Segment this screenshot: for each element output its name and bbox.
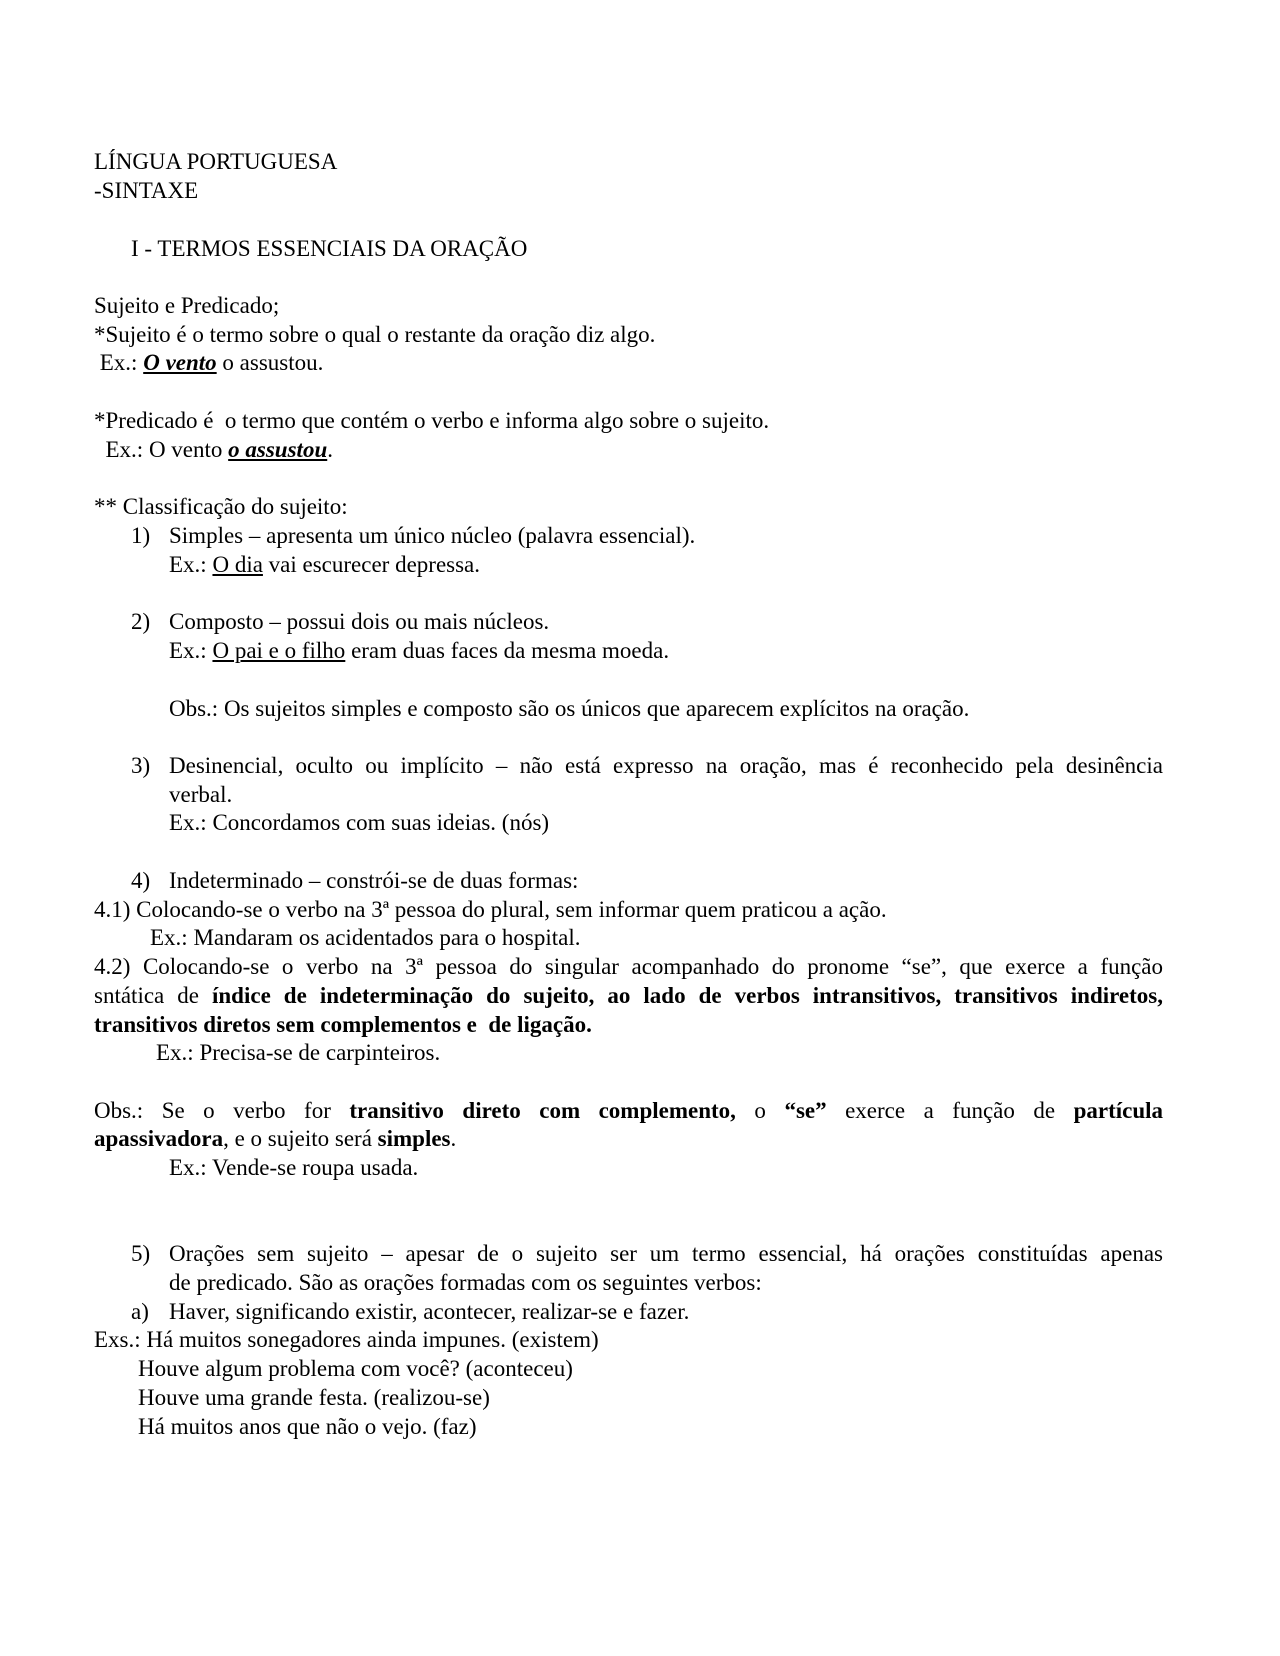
list-text: Simples – apresenta um único núcleo (palavra essencial). <box>169 523 696 548</box>
example-line: Há muitos anos que não o vejo. (faz) <box>138 1414 477 1439</box>
list-item-sem-sujeito <box>131 1240 1163 1268</box>
simples-example <box>169 551 480 579</box>
example-rest: . <box>327 437 333 462</box>
composto-obs: Obs.: Os sujeitos simples e composto são os únicos que aparecem explícitos na oração. <box>169 696 970 721</box>
example-line: Exs.: Há muitos sonegadores ainda impunes. (existem) <box>94 1327 599 1352</box>
example-prefix: Ex.: <box>169 552 213 577</box>
list-item-composto <box>131 608 549 636</box>
obs-text: exerce a função de <box>826 1098 1074 1123</box>
obs-text: , e o sujeito será <box>223 1126 378 1151</box>
sub-item-a <box>131 1298 689 1326</box>
desinencial-example: Ex.: Concordamos com suas ideias. (nós) <box>169 810 550 835</box>
example-rest: eram duas faces da mesma moeda. <box>345 638 670 663</box>
list-letter: a) <box>131 1299 149 1324</box>
list-item-indeterminado <box>131 867 578 895</box>
example-prefix: Ex.: <box>94 350 144 375</box>
list-item-desinencial <box>131 752 1163 780</box>
indeterminado-sub2-line2 <box>94 982 1163 1010</box>
indeterminado-sub2-line3: transitivos diretos sem complementos e de ligação. <box>94 1012 592 1037</box>
list-number: 4) <box>131 868 151 893</box>
obs-bold: transitivo direto com complemento, <box>349 1098 736 1123</box>
obs-text: o <box>735 1098 785 1123</box>
predicado-example <box>94 436 333 464</box>
obs-particula-line1 <box>94 1097 1163 1125</box>
predicado-definition: *Predicado é o termo que contém o verbo e informa algo sobre o sujeito. <box>94 408 770 433</box>
list-text: Indeterminado – constrói-se de duas formas: <box>169 868 579 893</box>
obs-text: . <box>450 1126 457 1151</box>
indeterminado-sub1: 4.1) Colocando-se o verbo na 3ª pessoa do plural, sem informar quem praticou a ação. <box>94 897 887 922</box>
example-rest: vai escurecer depressa. <box>262 552 481 577</box>
list-number: 2) <box>131 609 151 634</box>
example-emphasis: O dia <box>212 552 263 577</box>
obs-particula-example: Ex.: Vende-se roupa usada. <box>169 1155 419 1180</box>
obs-bold: apassivadora <box>94 1126 224 1151</box>
obs-text: Obs.: Se o verbo for <box>94 1098 350 1123</box>
composto-example <box>169 637 669 665</box>
sem-sujeito-continuation: de predicado. São as orações formadas com os seguintes verbos: <box>169 1270 762 1295</box>
example-line: Houve algum problema com você? (aconteceu) <box>138 1356 573 1381</box>
list-text: Haver, significando existir, acontecer, realizar-se e fazer. <box>169 1299 690 1324</box>
list-number: 1) <box>131 523 151 548</box>
example-emphasis: O pai e o filho <box>212 638 346 663</box>
obs-bold: simples <box>377 1126 451 1151</box>
list-item-simples <box>131 522 695 550</box>
obs-bold: “se” <box>784 1098 827 1123</box>
desinencial-continuation: verbal. <box>169 782 233 807</box>
indeterminado-sub2-line1: 4.2) Colocando-se o verbo na 3ª pessoa do singular acompanhado do pronome “se”, que exerce a função <box>94 954 1163 979</box>
indeterminado-sub2-example: Ex.: Precisa-se de carpinteiros. <box>156 1040 441 1065</box>
sujeito-example <box>94 349 323 377</box>
example-line: Houve uma grande festa. (realizou-se) <box>138 1385 490 1410</box>
document-title: LÍNGUA PORTUGUESA <box>94 149 338 174</box>
list-text: Desinencial, oculto ou implícito – não está expresso na oração, mas é reconhecido pela desinência <box>169 753 1163 778</box>
list-text: Orações sem sujeito – apesar de o sujeito ser um termo essencial, há orações constituídas apenas <box>169 1241 1163 1266</box>
sub2-bold: índice de indeterminação do sujeito, ao lado de verbos intransitivos, transitivos indiretos, <box>212 983 1163 1008</box>
sujeito-definition: *Sujeito é o termo sobre o qual o restante da oração diz algo. <box>94 322 656 347</box>
obs-bold: partícula <box>1073 1098 1164 1123</box>
list-number: 5) <box>131 1241 151 1266</box>
example-prefix: Ex.: <box>169 638 213 663</box>
list-text: Composto – possui dois ou mais núcleos. <box>169 609 550 634</box>
obs-particula-line2 <box>94 1125 456 1153</box>
classificacao-heading: ** Classificação do sujeito: <box>94 494 348 519</box>
example-prefix: Ex.: O vento <box>94 437 229 462</box>
intro-heading: Sujeito e Predicado; <box>94 293 280 318</box>
document-subtitle: -SINTAXE <box>94 178 199 203</box>
section-heading: I - TERMOS ESSENCIAIS DA ORAÇÃO <box>131 236 528 261</box>
sub2-prefix: sntática de <box>94 983 212 1008</box>
list-number: 3) <box>131 753 151 778</box>
indeterminado-sub1-example: Ex.: Mandaram os acidentados para o hospital. <box>150 925 581 950</box>
example-emphasis: o assustou <box>228 437 328 462</box>
example-rest: o assustou. <box>216 350 324 375</box>
example-emphasis: O vento <box>143 350 217 375</box>
